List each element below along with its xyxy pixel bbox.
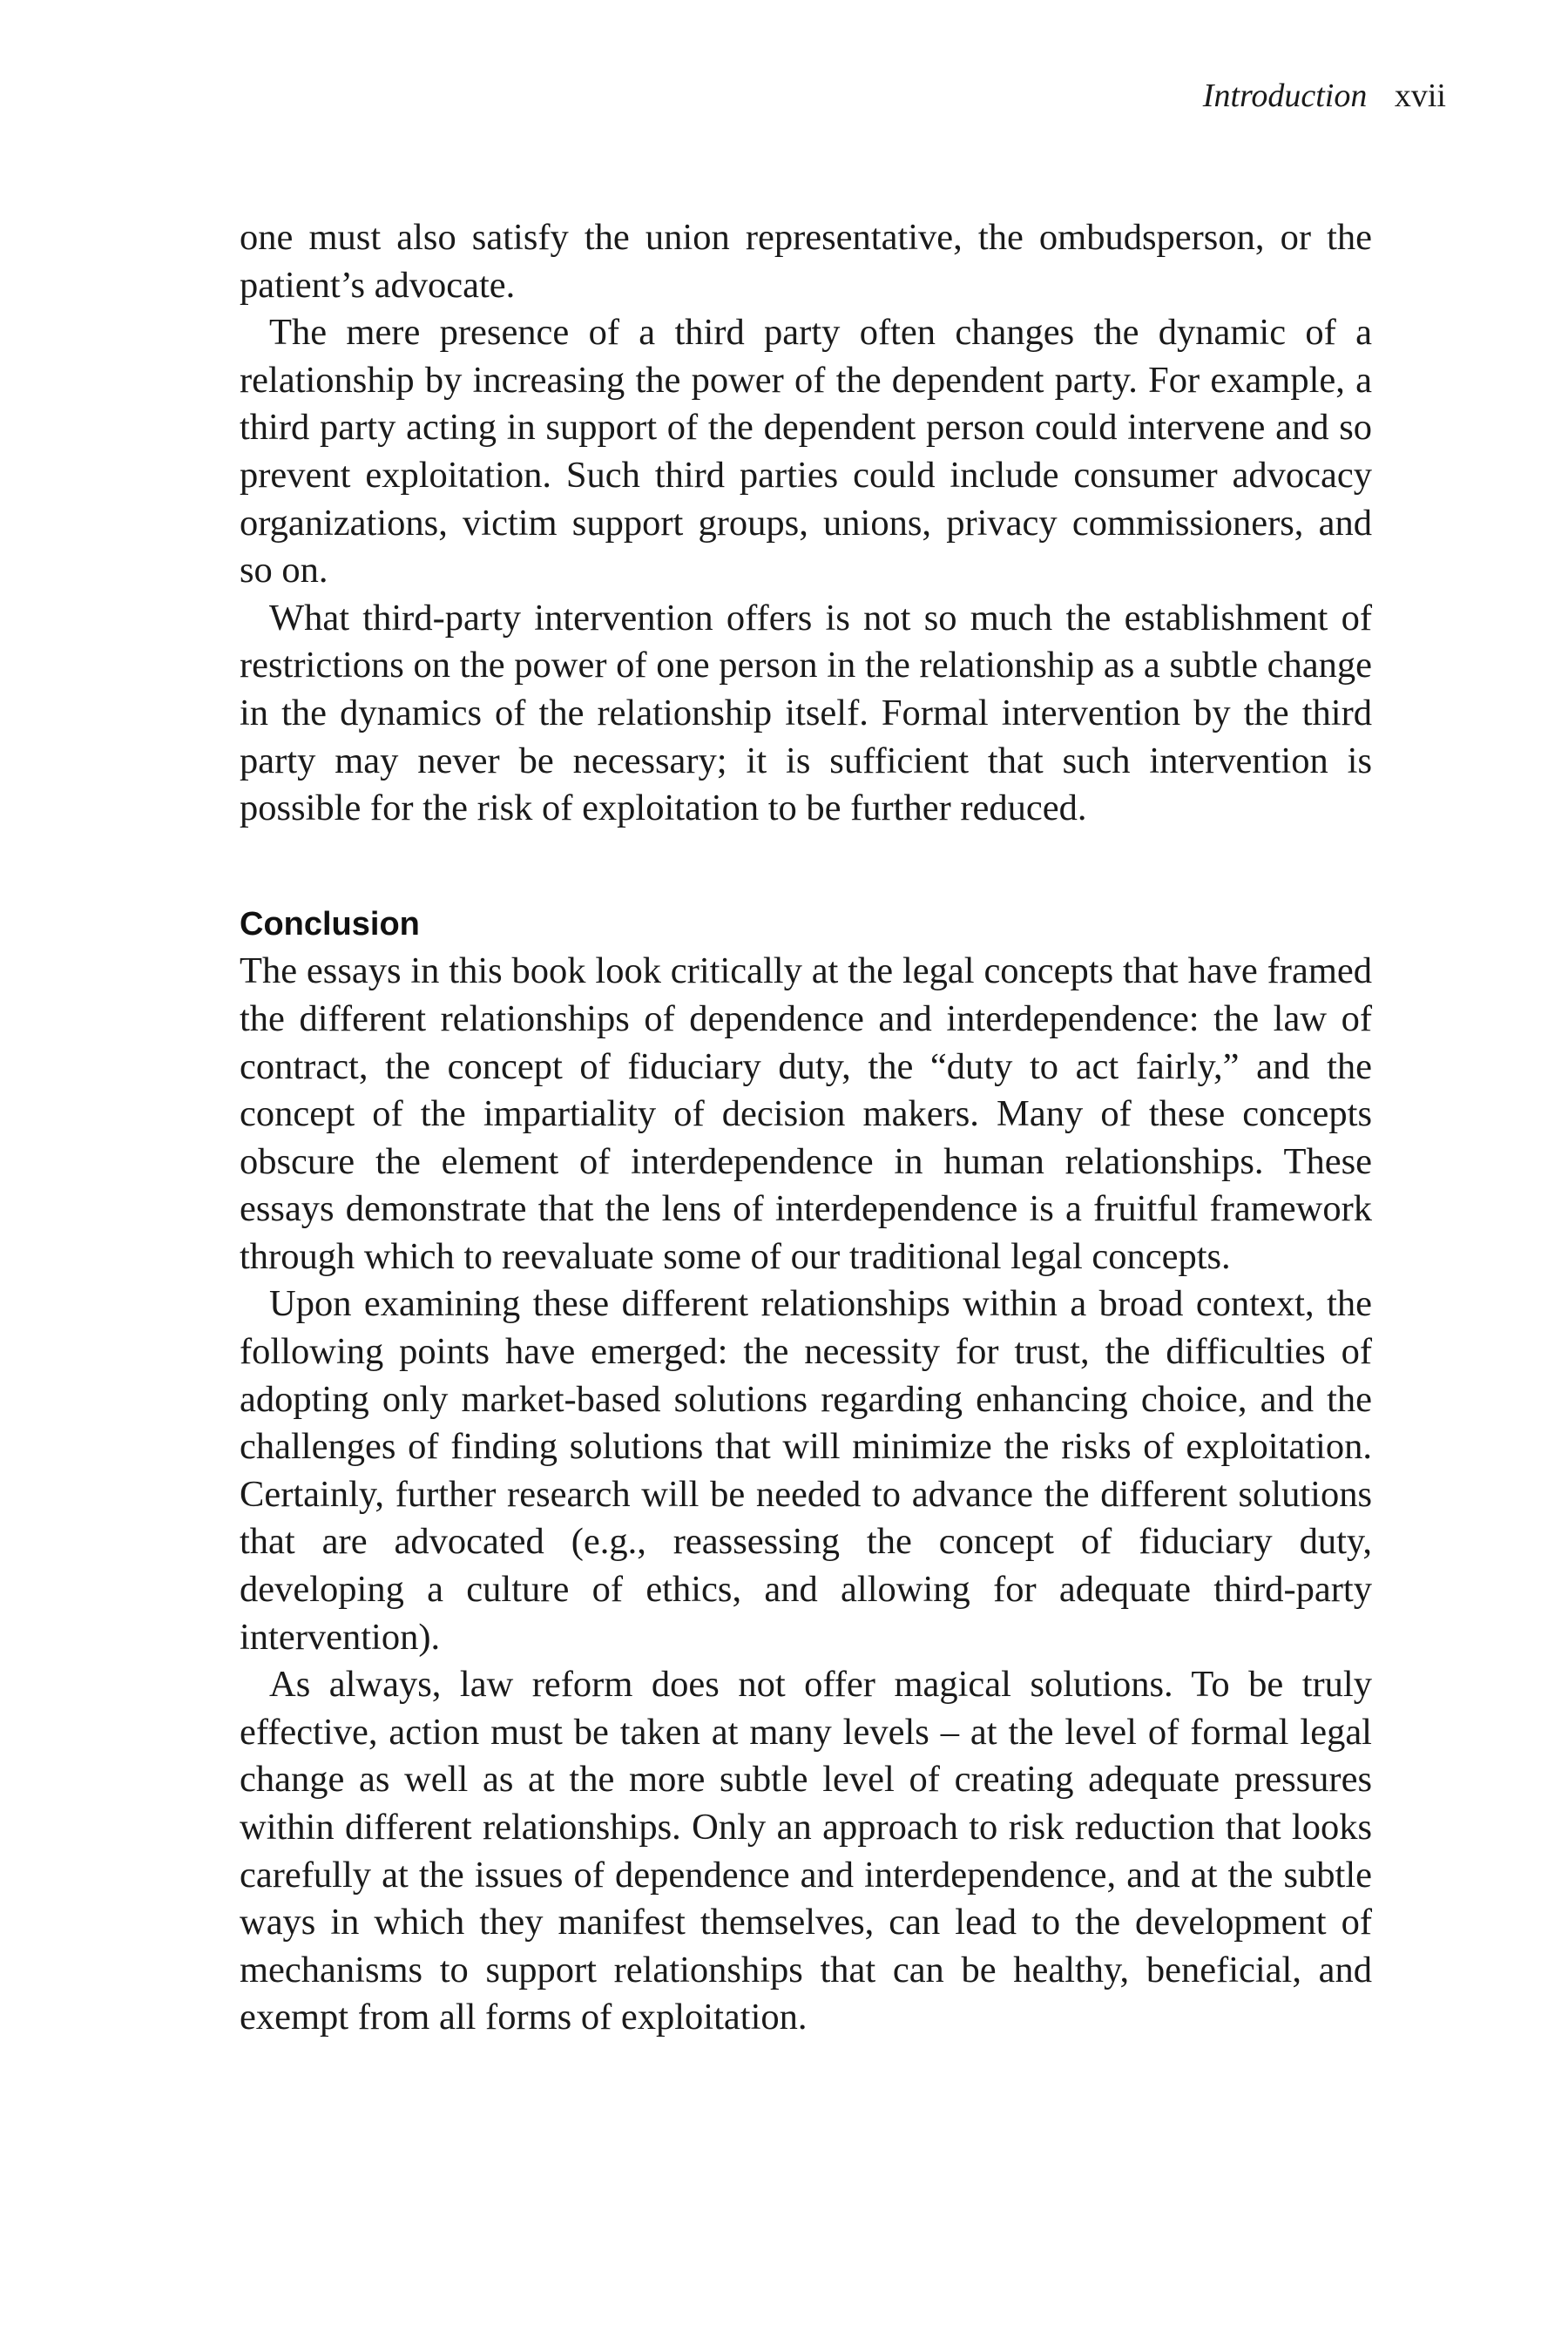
paragraph-conclusion-law-reform: As always, law reform does not offer magical solutions. To be truly effective, action must be taken at many levels – at the level of formal legal change as well as at the more subtle level of creating adequate pressures within different relationships. Only an approach to risk reduction that looks carefully at the issues of dependence and interdependence, and at the subtle ways in which they manifest themselves, can lead to the development of mechanisms to support relationships that can be healthy, beneficial, and exempt from all forms of exploitation. — [240, 1664, 1372, 2038]
conclusion-heading: Conclusion — [240, 905, 420, 943]
paragraph-continued: one must also satisfy the union representative, the ombudsperson, or the patient’s advocate. — [240, 217, 1372, 306]
paragraph-conclusion-essays: The essays in this book look critically at the legal concepts that have framed the different relationships of dependence and interdependence: the law of contract, the concept of fiduciary duty, the “duty to act fairly,” and the concept of the impartiality of decision makers. Many of these concepts obscure the element of interdependence in human relationships. These essays demonstrate that the lens of interdependence is a fruitful framework through which to reevaluate some of our traditional legal concepts. — [240, 950, 1372, 1277]
body-text — [240, 214, 1372, 2042]
running-head-section-title: Introduction — [1202, 78, 1368, 114]
paragraph-third-party-intervention: What third-party intervention offers is not so much the establishment of restrictions on the power of one person in the relationship as a subtle change in the dynamics of the relationship itself. Formal intervention by the third party may never be necessary; it is sufficient that such intervention is possible for the risk of exploitation to be further reduced. — [240, 597, 1372, 829]
paragraph-conclusion-points: Upon examining these different relationships within a broad context, the following points have emerged: the necessity for trust, the difficulties of adopting only market-based solutions regarding enhancing choice, and the challenges of finding solutions that will minimize the risks of exploitation. Certainly, further research will be needed to advance the different solutions that are advocated (e.g., reassessing the concept of fiduciary duty, developing a culture of ethics, and allowing for adequate third-party intervention). — [240, 1283, 1372, 1658]
page-number: xvii — [1394, 78, 1446, 114]
paragraph-third-party-presence: The mere presence of a third party often changes the dynamic of a relationship by increasing the power of the dependent party. For example, a third party acting in support of the dependent person could intervene and so prevent exploitation. Such third parties could include consumer advocacy organizations, victim support groups, unions, privacy commissioners, and so on. — [240, 312, 1372, 591]
running-head — [1203, 77, 1446, 115]
